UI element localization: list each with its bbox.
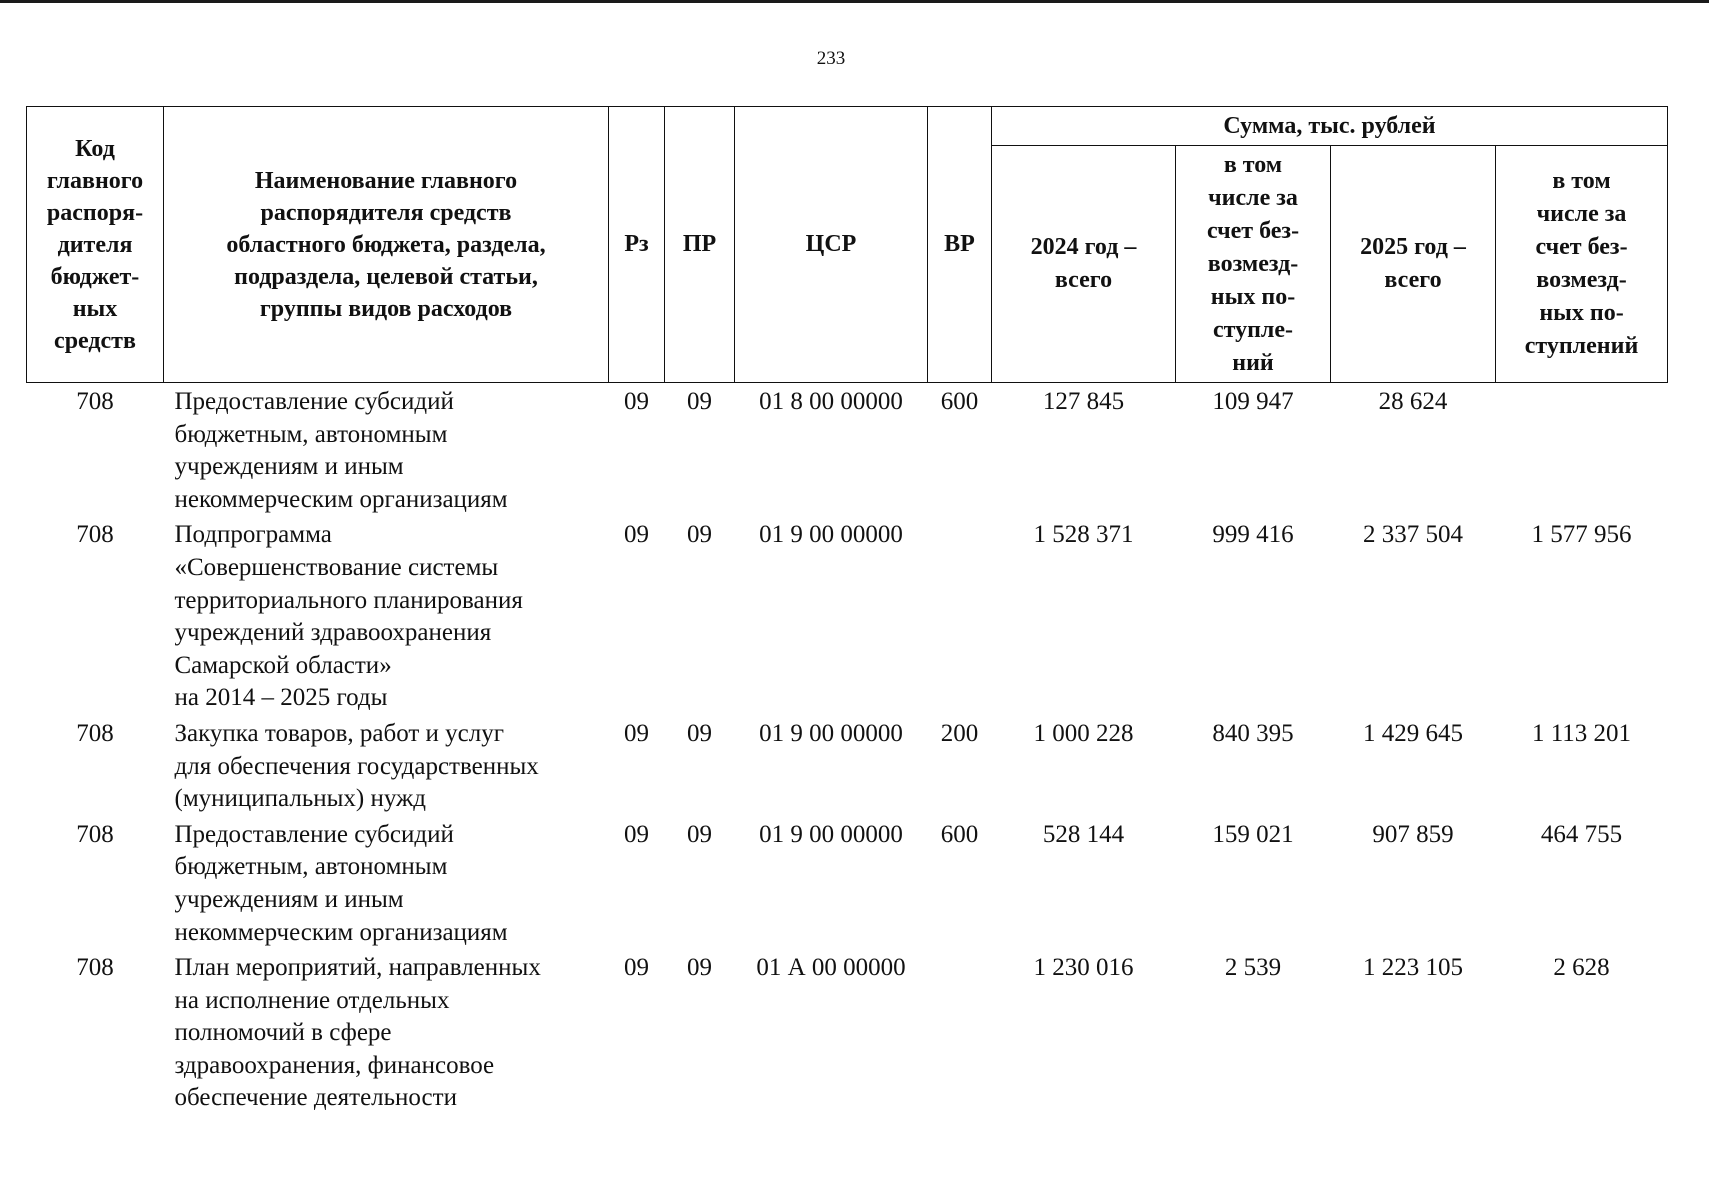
cell-2025-total: 28 624	[1378, 388, 1448, 415]
cell-code: 708	[76, 719, 114, 747]
top-border-line	[0, 0, 1709, 3]
cell-code: 708	[76, 820, 114, 848]
cell-vr	[928, 516, 992, 715]
header-code: Код главного распоря- дителя бюджет- ных средств	[27, 107, 164, 383]
table-header	[27, 107, 1668, 383]
cell-csr: 01 8 00 00000	[759, 388, 903, 415]
cell-vr: 600	[940, 820, 979, 848]
budget-table	[26, 106, 1668, 1115]
cell-2024-total: 1 528 371	[1033, 521, 1134, 549]
cell-vr	[928, 949, 992, 1115]
cell-csr: 01 9 00 00000	[759, 820, 903, 848]
cell-pr: 09	[687, 719, 712, 747]
cell-2024-total: 1 230 016	[1033, 954, 1134, 982]
cell-2025-grant: 1 113 201	[1531, 719, 1632, 747]
table-body	[27, 383, 1668, 1116]
cell-rz: 09	[624, 521, 649, 549]
cell-2025-total: 1 429 645	[1363, 719, 1463, 747]
cell-name: Предоставление субсидий бюджетным, автономным учреждениям и иным некоммерческим организациям	[174, 388, 508, 513]
cell-2024-total: 528 144	[1042, 820, 1125, 848]
cell-name: Подпрограмма «Совершенствование системы территориального планирования учреждений здравоохранения Самарской области» на 2014 – 2025 годы	[174, 521, 523, 712]
cell-2024-grant: 159 021	[1212, 820, 1294, 848]
cell-code: 708	[76, 954, 114, 982]
header-rz: Рз	[609, 107, 665, 383]
cell-2024-grant: 840 395	[1212, 719, 1294, 747]
cell-2024-grant: 2 539	[1224, 954, 1282, 982]
header-name: Наименование главного распорядителя средств областного бюджета, раздела, подраздела, целевой статьи, группы видов расходов	[164, 107, 609, 383]
cell-pr: 09	[687, 388, 712, 415]
cell-rz: 09	[624, 820, 649, 848]
cell-2025-total: 907 859	[1372, 820, 1454, 848]
cell-2024-grant: 109 947	[1212, 388, 1294, 415]
cell-vr: 200	[940, 719, 979, 747]
header-vr: ВР	[928, 107, 992, 383]
table-row	[27, 715, 1668, 816]
cell-2025-total: 1 223 105	[1363, 954, 1463, 982]
cell-2024-total: 127 845	[1042, 388, 1125, 415]
cell-rz: 09	[624, 388, 649, 415]
cell-code: 708	[76, 521, 114, 549]
cell-2024-grant: 999 416	[1212, 521, 1294, 549]
header-csr: ЦСР	[735, 107, 928, 383]
cell-pr: 09	[687, 820, 712, 848]
cell-name: Закупка товаров, работ и услуг для обеспечения государственных (муниципальных) нужд	[174, 719, 539, 813]
cell-2025-grant	[1496, 383, 1668, 517]
header-2024-total: 2024 год – всего	[992, 146, 1176, 383]
cell-vr: 600	[940, 388, 979, 415]
cell-rz: 09	[624, 954, 649, 982]
cell-2025-grant: 464 755	[1540, 820, 1623, 848]
cell-name: План мероприятий, направленных на исполнение отдельных полномочий в сфере здравоохранения, финансовое обеспечение деятельности	[174, 954, 541, 1112]
header-sum-group: Сумма, тыс. рублей	[992, 107, 1668, 146]
cell-2025-grant: 2 628	[1553, 954, 1610, 982]
cell-csr: 01 9 00 00000	[759, 521, 903, 549]
cell-code: 708	[76, 388, 114, 415]
cell-csr: 01 А 00 00000	[756, 954, 906, 982]
header-2024-grant: в том числе за счет без- возмезд- ных по- ступле- ний	[1176, 146, 1331, 383]
cell-pr: 09	[687, 954, 712, 982]
cell-csr: 01 9 00 00000	[759, 719, 903, 747]
cell-rz: 09	[624, 719, 649, 747]
cell-2024-total: 1 000 228	[1033, 719, 1134, 747]
table-row	[27, 516, 1668, 715]
cell-name: Предоставление субсидий бюджетным, автономным учреждениям и иным некоммерческим организациям	[174, 820, 508, 946]
header-2025-grant: в том числе за счет без- возмезд- ных по- ступлений	[1496, 146, 1668, 383]
table-row	[27, 949, 1668, 1115]
header-pr: ПР	[665, 107, 735, 383]
table-row	[27, 383, 1668, 517]
cell-2025-total: 2 337 504	[1363, 521, 1463, 549]
page-number: 233	[816, 48, 846, 69]
table-row	[27, 816, 1668, 949]
cell-2025-grant: 1 577 956	[1531, 521, 1632, 549]
header-2025-total: 2025 год – всего	[1331, 146, 1496, 383]
cell-pr: 09	[687, 521, 712, 549]
